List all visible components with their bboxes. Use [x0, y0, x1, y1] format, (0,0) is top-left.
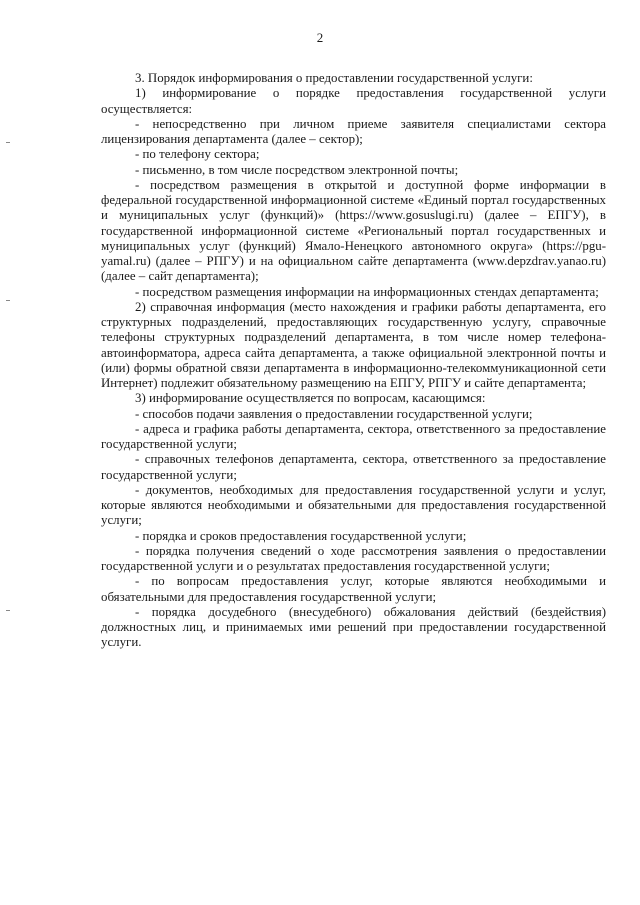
list-item: - письменно, в том числе посредством электронной почты;: [135, 162, 459, 177]
list-item: - порядка досудебного (внесудебного) обжалования действий (бездействия) должностных лиц, и принимаемых ими решений при предоставлении государственной услуги.: [101, 604, 606, 650]
list-item: - по телефону сектора;: [135, 147, 260, 162]
page-number: 2: [316, 30, 324, 45]
margin-tick: [6, 610, 10, 611]
section-heading: 3. Порядок информирования о предоставлении государственной услуги:: [135, 71, 533, 85]
list-item: - способов подачи заявления о предоставлении государственной услуги;: [135, 406, 533, 421]
list-item: - порядка и сроков предоставления государственной услуги;: [135, 528, 467, 543]
list-item: - посредством размещения в открытой и доступной форме информации в федеральной государственной информационной системе «Единый портал государственных и муниципальных услуг (функций)» (https://www.gosuslugi.ru) (далее – ЕПГУ), в государственной информационной системе «Региональный портал государственных и муниципальных услуг (функций) Ямало-Ненецкого автономного округа» (https://pgu-yamal.ru) (далее – РПГУ) и на официальном сайте департамента (www.depzdrav.yanao.ru) (далее – сайт департамента);: [101, 177, 606, 284]
list-item: - порядка получения сведений о ходе рассмотрения заявления о предоставлении государственной услуги и о результатах предоставления государственной услуги;: [101, 543, 606, 573]
paragraph: 3) информирование осуществляется по вопросам, касающимся:: [135, 391, 486, 406]
list-item: - посредством размещения информации на информационных стендах департамента;: [135, 284, 599, 299]
document-body: [101, 71, 606, 651]
list-item: - по вопросам предоставления услуг, которые являются необходимыми и обязательными для предоставления государственной услуги;: [101, 574, 606, 604]
paragraph: 1) информирование о порядке предоставления государственной услуги осуществляется:: [101, 86, 606, 116]
margin-tick: [6, 300, 10, 301]
margin-tick: [6, 142, 10, 143]
list-item: - адреса и графика работы департамента, сектора, ответственного за предоставление государственной услуги;: [101, 421, 606, 451]
list-item: - непосредственно при личном приеме заявителя специалистами сектора лицензирования департамента (далее – сектор);: [101, 116, 606, 146]
paragraph: 2) справочная информация (место нахождения и графики работы департамента, его структурных подразделений, предоставляющих государственную услугу, справочные телефоны структурных подразделений департамента, в том числе номер телефона-автоинформатора, адреса сайта департамента, а также официальной электронной почты и (или) формы обратной связи департамента в информационно-телекоммуникационной сети Интернет) подлежит обязательному размещению на ЕПГУ, РПГУ и сайте департамента;: [101, 299, 606, 390]
list-item: - справочных телефонов департамента, сектора, ответственного за предоставление государственной услуги;: [101, 452, 606, 482]
list-item: - документов, необходимых для предоставления государственной услуги и услуг, которые являются необходимыми и обязательными для предоставления государственной услуги;: [101, 482, 606, 528]
